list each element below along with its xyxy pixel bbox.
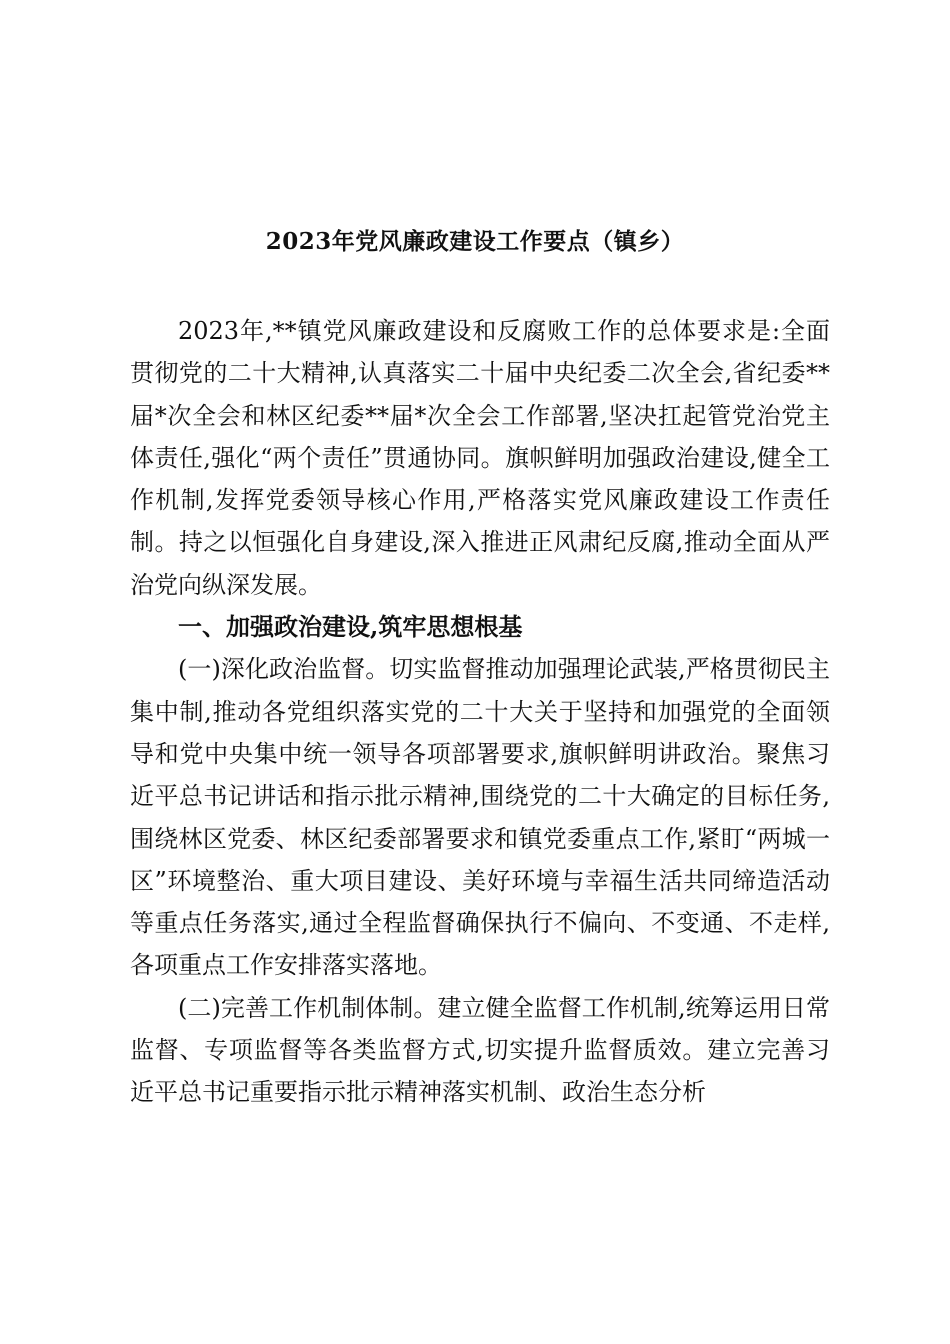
intro-paragraph: 2023年,**镇党风廉政建设和反腐败工作的总体要求是:全面贯彻党的二十大精神,认真落实二十届中央纪委二次全会,省纪委**届*次全会和林区纪委**届*次全会工作部署,坚决扛起管党治党主体责任,强化“两个责任”贯通协同。旗帜鲜明加强政治建设,健全工作机制,发挥党委领导核心作用,严格落实党风廉政建设工作责任制。持之以恒强化自身建设,深入推进正风肃纪反腐,推动全面从严治党向纵深发展。 [130,317,830,599]
section-heading-1: 一、加强政治建设,筑牢思想根基 [178,612,523,642]
document-body [130,310,830,1114]
document-title: 2023年党风廉政建设工作要点（镇乡） [265,228,685,255]
subsection-paragraph-1: (一)深化政治监督。切实监督推动加强理论武装,严格贯彻民主集中制,推动各党组织落实党的二十大关于坚持和加强党的全面领导和党中央集中统一领导各项部署要求,旗帜鲜明讲政治。聚焦习近平总书记讲话和指示批示精神,围绕党的二十大确定的目标任务,围绕林区党委、林区纪委部署要求和镇党委重点工作,紧盯“两城一区”环境整治、重大项目建设、美好环境与幸福生活共同缔造活动等重点任务落实,通过全程监督确保执行不偏向、不变通、不走样,各项重点工作安排落实落地。 [130,655,830,980]
subsection-paragraph-2: (二)完善工作机制体制。建立健全监督工作机制,统筹运用日常监督、专项监督等各类监督方式,切实提升监督质效。建立完善习近平总书记重要指示批示精神落实机制、政治生态分析 [130,993,830,1107]
